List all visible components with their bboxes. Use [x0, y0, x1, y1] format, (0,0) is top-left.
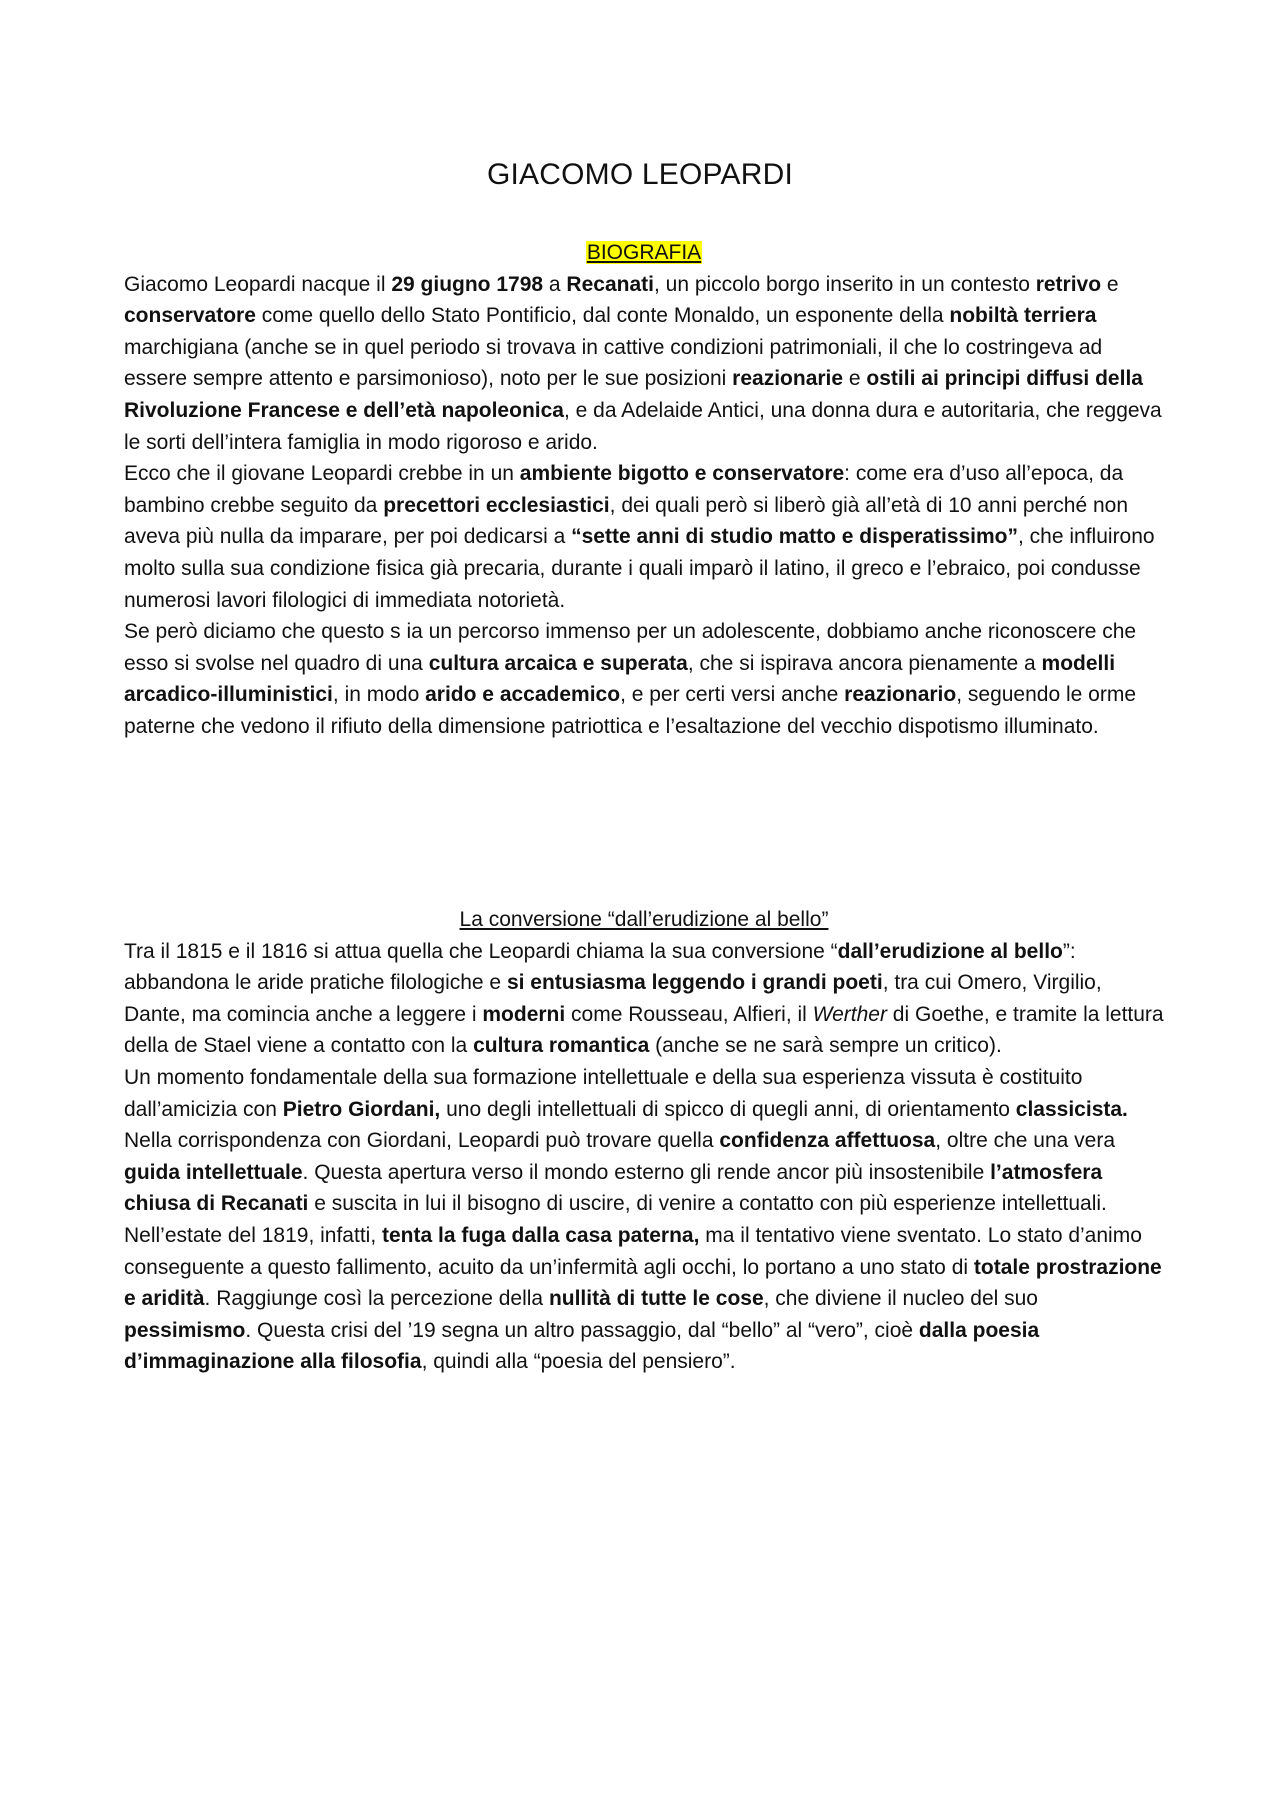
text-run: (anche se ne sarà sempre un critico). — [649, 1034, 1002, 1058]
text-run: . Questa crisi del ’19 segna un altro passaggio, dal “bello” al “vero”, cioè — [245, 1318, 919, 1342]
section-conversione — [124, 904, 1164, 1378]
section-body — [124, 269, 1164, 743]
text-run: Un momento fondamentale della sua formazione intellettuale e della sua esperienza vissuta è costituito dall’amicizia con — [124, 1065, 1083, 1121]
paragraph — [124, 1062, 1164, 1125]
text-run: , oltre che una vera — [935, 1129, 1116, 1153]
text-run: uno degli intellettuali di spicco di quegli anni, di orientamento — [440, 1097, 1016, 1121]
bold-text: dalla poesia d’immaginazione alla filosofia — [124, 1318, 1040, 1374]
section-heading-biografia — [124, 237, 1164, 269]
bold-text: guida intellettuale — [124, 1160, 303, 1184]
bold-text: retrivo — [1035, 272, 1102, 296]
bold-text: si entusiasma leggendo i grandi poeti — [506, 971, 883, 995]
text-run: , dei quali però si liberò già all’età di 10 anni perché non aveva più nulla da imparare, per poi dedicarsi a — [124, 493, 1129, 549]
paragraph — [124, 458, 1164, 616]
text-run: , che si ispirava ancora pienamente a — [687, 651, 1042, 675]
italic-text: Werther — [812, 1002, 887, 1026]
underlined-heading-text: La conversione “dall’erudizione al bello” — [459, 908, 829, 931]
section-biografia — [124, 237, 1164, 743]
bold-text: ambiente bigotto e conservatore — [519, 462, 845, 486]
text-run: , e da Adelaide Antici, una donna dura e autoritaria, che reggeva le sorti dell’intera famiglia in modo rigoroso e arido. — [124, 398, 1162, 454]
document-title: GIACOMO LEOPARDI — [486, 158, 794, 191]
bold-text: pessimismo — [124, 1318, 246, 1342]
bold-text: totale prostrazione e aridità — [124, 1255, 1162, 1311]
section-body — [124, 936, 1164, 1378]
bold-text: dall’erudizione al bello — [837, 939, 1063, 963]
bold-text: Recanati — [566, 272, 654, 296]
text-run: come Rousseau, Alfieri, il — [565, 1002, 813, 1026]
text-run: Ecco che il giovane Leopardi crebbe in un — [124, 462, 520, 486]
text-run: ”: abbandona le aride pratiche filologiche e — [124, 939, 1076, 995]
bold-text: nobiltà terriera — [949, 304, 1097, 328]
bold-text: Pietro Giordani, — [282, 1097, 441, 1121]
text-run: di Goethe, e tramite la lettura della de Stael viene a contatto con la — [124, 1002, 1164, 1058]
text-run: ma il tentativo viene sventato. Lo stato d’animo conseguente a questo fallimento, acuito da un’infermità agli occhi, lo portano a uno stato di — [124, 1223, 1142, 1279]
text-run: Nella corrispondenza con Giordani, Leopardi può trovare quella — [124, 1129, 720, 1153]
text-run: marchigiana (anche se in quel periodo si trovava in cattive condizioni patrimoniali, il che lo costringeva ad essere sempre attento e parsimonioso), noto per le sue posizioni — [124, 335, 1103, 391]
text-run: , seguendo le orme paterne che vedono il rifiuto della dimensione patriottica e l’esaltazione del vecchio dispotismo illuminato. — [124, 683, 1137, 738]
bold-text: confidenza affettuosa — [719, 1129, 936, 1153]
bold-text: reazionario — [844, 683, 957, 707]
text-run: . Questa apertura verso il mondo esterno gli rende ancor più insostenibile — [302, 1160, 991, 1184]
bold-text: classicista. — [1015, 1097, 1128, 1121]
text-run: . Raggiunge così la percezione della — [204, 1287, 549, 1311]
bold-text: cultura romantica — [473, 1034, 650, 1058]
bold-text: conservatore — [124, 304, 256, 328]
bold-text: reazionarie — [732, 367, 844, 391]
bold-text: arido e accademico — [425, 683, 621, 707]
text-run: Se però diciamo che questo s ia un percorso immenso per un adolescente, dobbiamo anche riconoscere che esso si svolse nel quadro di una — [124, 620, 1137, 675]
paragraph — [124, 616, 1164, 742]
paragraph — [124, 1125, 1164, 1378]
text-run: e — [843, 367, 867, 391]
bold-text: l’atmosfera chiusa di Recanati — [124, 1160, 1103, 1216]
paragraph — [124, 936, 1164, 1062]
bold-text: cultura arcaica e superata — [428, 651, 688, 675]
text-run: , un piccolo borgo inserito in un contesto — [653, 272, 1036, 296]
bold-text: “sette anni di studio matto e disperatissimo” — [571, 525, 1019, 549]
text-run: , e per certi versi anche — [620, 683, 845, 707]
bold-text: precettori ecclesiastici — [383, 493, 610, 517]
text-run: e suscita in lui il bisogno di uscire, di venire a contatto con più esperienze intellettuali. Nell’estate del 1819, infatti, — [124, 1192, 1107, 1247]
bold-text: moderni — [482, 1002, 566, 1026]
bold-text: 29 giugno 1798 — [391, 272, 544, 296]
highlighted-heading-text: BIOGRAFIA — [586, 241, 702, 264]
text-run: come quello dello Stato Pontificio, dal conte Monaldo, un esponente della — [255, 304, 950, 328]
text-run: , che influirono molto sulla sua condizione fisica già precaria, durante i quali imparò il latino, il greco e l’ebraico, poi condusse numerosi lavori filologici di immediata notorietà. — [124, 525, 1155, 612]
text-run: e — [1101, 272, 1119, 296]
bold-text: nullità di tutte le cose — [548, 1287, 764, 1311]
text-run: Giacomo Leopardi nacque il — [124, 272, 392, 296]
text-run: , quindi alla “poesia del pensiero”. — [421, 1350, 736, 1374]
text-run: Tra il 1815 e il 1816 si attua quella che Leopardi chiama la sua conversione “ — [124, 939, 838, 963]
text-run: a — [543, 272, 567, 296]
text-run: , che diviene il nucleo del suo — [763, 1287, 1038, 1311]
text-run: , tra cui Omero, Virgilio, Dante, ma comincia anche a leggere i — [124, 971, 1102, 1026]
bold-text: tenta la fuga dalla casa paterna, — [382, 1223, 700, 1247]
paragraph — [124, 269, 1164, 459]
text-run: , in modo — [332, 683, 426, 707]
text-run: : come era d’uso all’epoca, da bambino crebbe seguito da — [124, 462, 1124, 517]
bold-text: ostili ai principi diffusi della Rivoluzione Francese e dell’età napoleonica — [124, 367, 1143, 422]
bold-text: modelli arcadico-illuministici — [124, 651, 1116, 707]
section-heading-conversione — [124, 904, 1164, 936]
